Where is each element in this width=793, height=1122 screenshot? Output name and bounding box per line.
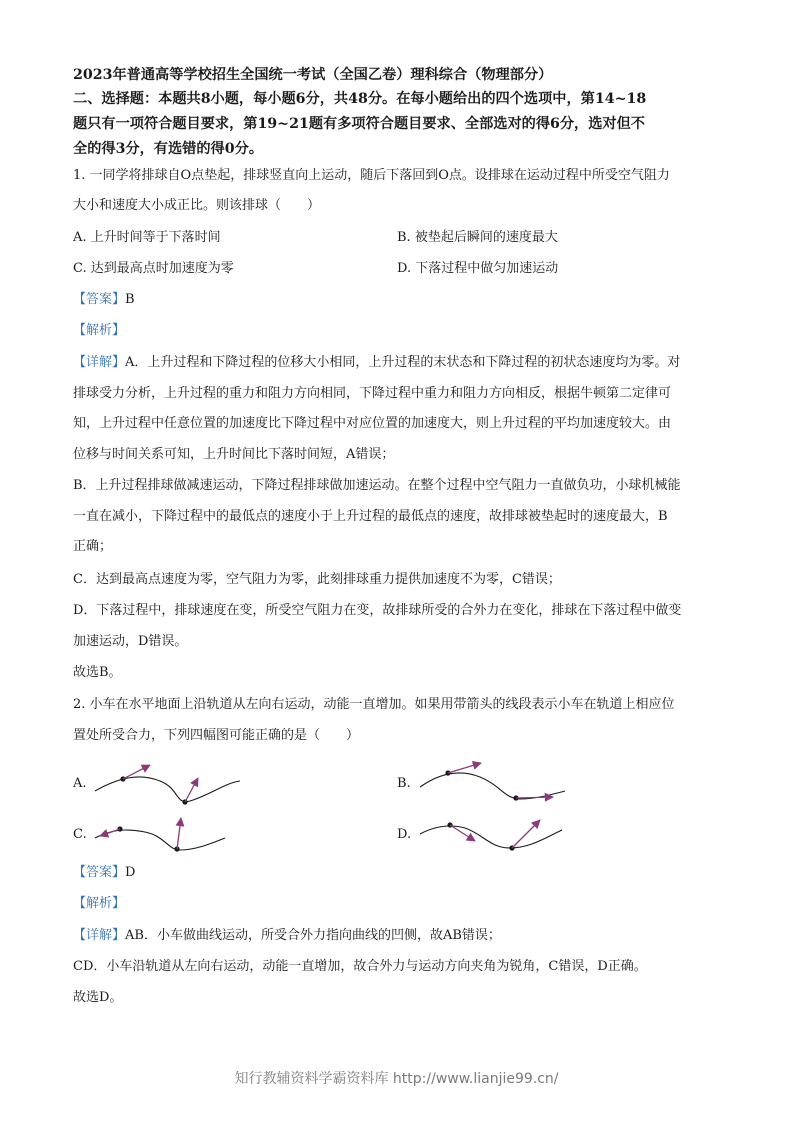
- q1-detail-tag: 【详解】: [73, 355, 126, 370]
- q1-conclusion: 故选B。: [73, 665, 122, 680]
- fig-d-diagram: [415, 808, 575, 858]
- q1-answer-tag: 【答案】: [73, 292, 126, 307]
- q1-detail-line-9: D．下落过程中，排球速度在变，所受空气阻力在变，故排球所受的合外力在变化，排球在下落过程中做变: [73, 603, 682, 618]
- q1-detail-line-5: B．上升过程排球做减速运动，下降过程排球做加速运动。在整个过程中空气阻力一直做负功，小球机械能: [73, 478, 681, 493]
- q1-detail-line-3: 知，上升过程中任意位置的加速度比下降过程中对应位置的加速度大，则上升过程的平均加速度较大。由: [73, 416, 672, 431]
- fig-b-force-arrow-1: [448, 763, 481, 773]
- fig-b-label: B.: [397, 776, 411, 791]
- fig-a-track: [95, 777, 240, 802]
- fig-c-label: C.: [73, 827, 87, 842]
- q2-stem-line-1: 2. 小车在水平地面上沿轨道从左向右运动，动能一直增加。如果用带箭头的线段表示小车在轨道上相应位: [73, 697, 675, 712]
- q1-option-b: B. 被垫起后瞬间的速度最大: [397, 230, 558, 245]
- q2-conclusion: 故选D。: [73, 990, 123, 1005]
- q1-answer-value: B: [125, 292, 135, 307]
- q1-detail-line-6: 一直在减小，下降过程中的最低点的速度小于上升过程的最低点的速度，故排球被垫起时的速度最大，B: [73, 509, 668, 524]
- q1-stem-line-1: 1. 一同学将排球自O点垫起，排球竖直向上运动，随后下落回到O点。设排球在运动过程中所受空气阻力: [73, 168, 670, 183]
- q2-detail-tag: 【详解】: [73, 928, 126, 943]
- q1-detail-line-10: 加速运动，D错误。: [73, 634, 188, 649]
- fig-d-label: D.: [397, 827, 412, 842]
- fig-d-force-arrow-2: [512, 820, 540, 848]
- q1-detail-text-1: A．上升过程和下降过程的位移大小相同，上升过程的末状态和下降过程的初状态速度均为零。对: [125, 355, 681, 370]
- q2-detail-line-2: CD．小车沿轨道从左向右运动，动能一直增加，故合外力与运动方向夹角为锐角，C错误，D正确。: [73, 959, 647, 974]
- q1-detail-line-7: 正确；: [73, 539, 113, 554]
- fig-b-track: [420, 773, 565, 799]
- fig-c-force-arrow-2: [177, 818, 181, 849]
- section-instruction-line-1: 二、选择题：本题共8小题，每小题6分，共48分。在每小题给出的四个选项中，第14~18: [73, 91, 647, 107]
- fig-a-label: A.: [73, 776, 87, 791]
- q1-option-d: D. 下落过程中做匀加速运动: [397, 261, 559, 276]
- q1-analysis-tag: 【解析】: [73, 323, 126, 338]
- q2-analysis-tag: 【解析】: [73, 896, 126, 911]
- exam-title: 2023年普通高等学校招生全国统一考试（全国乙卷）理科综合（物理部分）: [73, 67, 553, 83]
- footer-watermark-link[interactable]: 知行教辅资料学霸资料库 http://www.lianjie99.cn/: [234, 1071, 559, 1087]
- section-instruction-line-3: 全的得3分，有选错的得0分。: [73, 141, 263, 157]
- q2-answer-tag: 【答案】: [73, 865, 126, 880]
- q1-stem-line-2: 大小和速度大小成正比。则该排球（ ）: [73, 198, 321, 213]
- fig-d-track: [420, 826, 562, 848]
- q1-option-c: C. 达到最高点时加速度为零: [73, 261, 234, 276]
- q2-detail-text-1: AB．小车做曲线运动，所受合外力指向曲线的凹侧，故AB错误；: [125, 928, 501, 943]
- q1-detail-line-4: 位移与时间关系可知，上升时间比下落时间短，A错误；: [73, 447, 395, 462]
- q2-answer-value: D: [125, 865, 136, 880]
- fig-c-track: [95, 830, 225, 850]
- q1-answer: [73, 292, 135, 308]
- q2-answer: [73, 865, 135, 881]
- section-instruction-line-2: 题只有一项符合题目要求，第19~21题有多项符合题目要求、全部选对的得6分，选对但不: [73, 116, 645, 132]
- q1-detail-line-2: 排球受力分析，上升过程的重力和阻力方向相同，下降过程中重力和阻力方向相反，根据牛顿第二定律可: [73, 386, 672, 401]
- fig-c-diagram: [90, 808, 250, 858]
- fig-a-diagram: [90, 755, 250, 810]
- fig-b-diagram: [415, 755, 575, 810]
- fig-c-force-arrow-1: [100, 829, 120, 836]
- q1-option-a: A. 上升时间等于下落时间: [73, 230, 221, 245]
- q1-detail-line-1: [73, 355, 680, 371]
- q1-detail-line-8: C．达到最高点速度为零，空气阻力为零，此刻排球重力提供加速度不为零，C错误；: [73, 572, 561, 587]
- q2-stem-line-2: 置处所受合力，下列四幅图可能正确的是（ ）: [73, 728, 360, 743]
- fig-b-force-arrow-2: [516, 797, 553, 798]
- q2-detail-line-1: [73, 928, 501, 944]
